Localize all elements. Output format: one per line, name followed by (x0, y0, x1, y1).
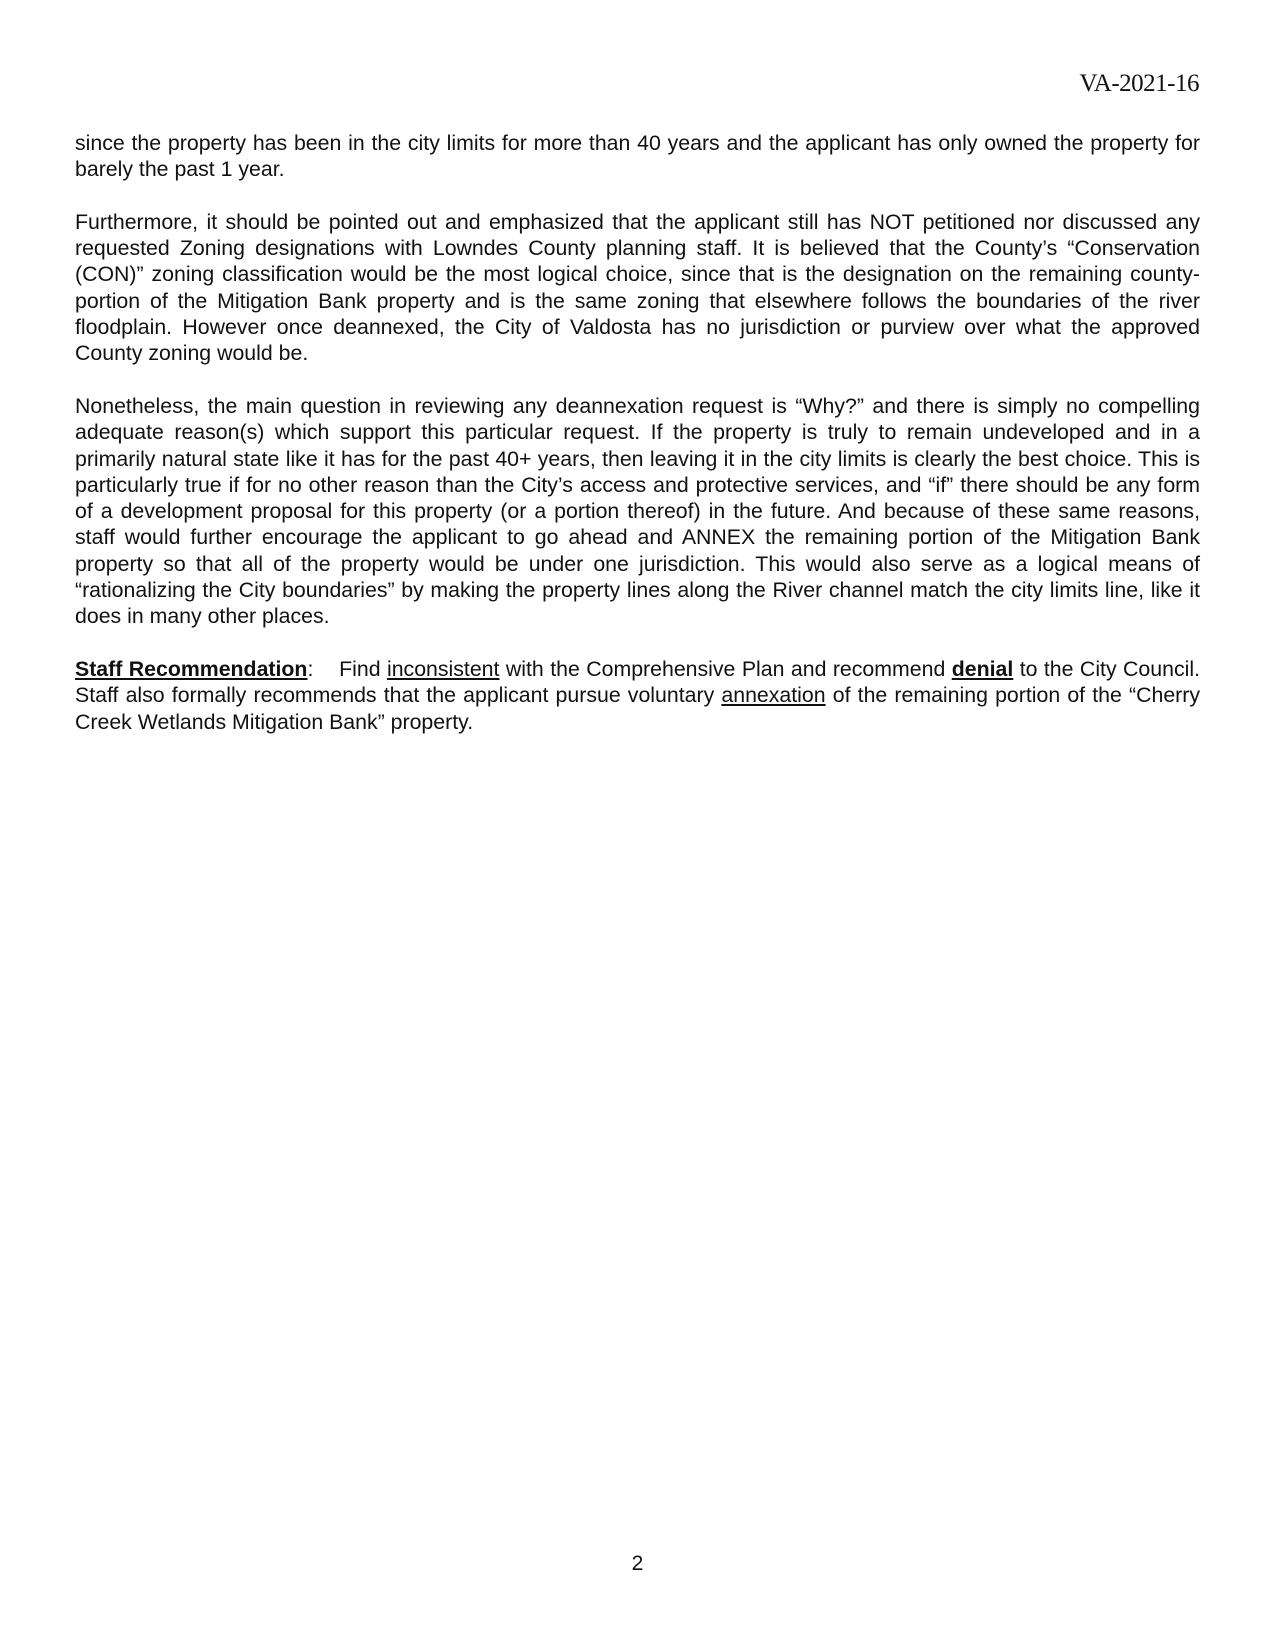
document-id: VA-2021-16 (1079, 70, 1199, 97)
paragraph-continuation: since the property has been in the city limits for more than 40 years and the applicant has only owned the property for barely the past 1 year. (75, 131, 1200, 182)
denial-term: denial (951, 656, 1014, 681)
recommendation-text-1: Find (339, 656, 387, 681)
staff-recommendation-paragraph (75, 656, 1200, 735)
annexation-term: annexation (721, 683, 826, 708)
recommendation-text-2: with the Comprehensive Plan and recommend (499, 656, 952, 681)
recommendation-colon: : (307, 656, 314, 681)
recommendation-text-4: of the remaining portion of the “Cherry Creek Wetlands Mitigation Bank” property. (75, 683, 1200, 734)
recommendation-text-3: to the City Council. Staff also formally recommends that the applicant pursue voluntary (75, 656, 1200, 708)
paragraph-zoning: Furthermore, it should be pointed out and emphasized that the applicant still has NOT petitioned nor discussed any requested Zoning designations with Lowndes County planning staff. It is believed that the County’s “Conservation (CON)” zoning classification would be the most logical choice, since that is the designation on the remaining county-portion of the Mitigation Bank property and is the same zoning that elsewhere follows the boundaries of the river floodplain. However once deannexed, the City of Valdosta has no jurisdiction or purview over what the approved County zoning would be. (75, 209, 1200, 366)
inconsistent-term: inconsistent (386, 656, 500, 681)
document-body (75, 130, 1200, 761)
paragraph-deannexation-question: Nonetheless, the main question in reviewing any deannexation request is “Why?” and there is simply no compelling adequate reason(s) which support this particular request. If the property is truly to remain undeveloped and in a primarily natural state like it has for the past 40+ years, then leaving it in the city limits is clearly the best choice. This is particularly true if for no other reason than the City’s access and protective services, and “if” there should be any form of a development proposal for this property (or a portion thereof) in the future. And because of these same reasons, staff would further encourage the applicant to go ahead and ANNEX the remaining portion of the Mitigation Bank property so that all of the property would be under one jurisdiction. This would also serve as a logical means of “rationalizing the City boundaries” by making the property lines along the River channel match the city limits line, like it does in many other places. (75, 393, 1200, 629)
staff-recommendation-label: Staff Recommendation (75, 656, 308, 681)
page-number: 2 (631, 1552, 644, 1575)
